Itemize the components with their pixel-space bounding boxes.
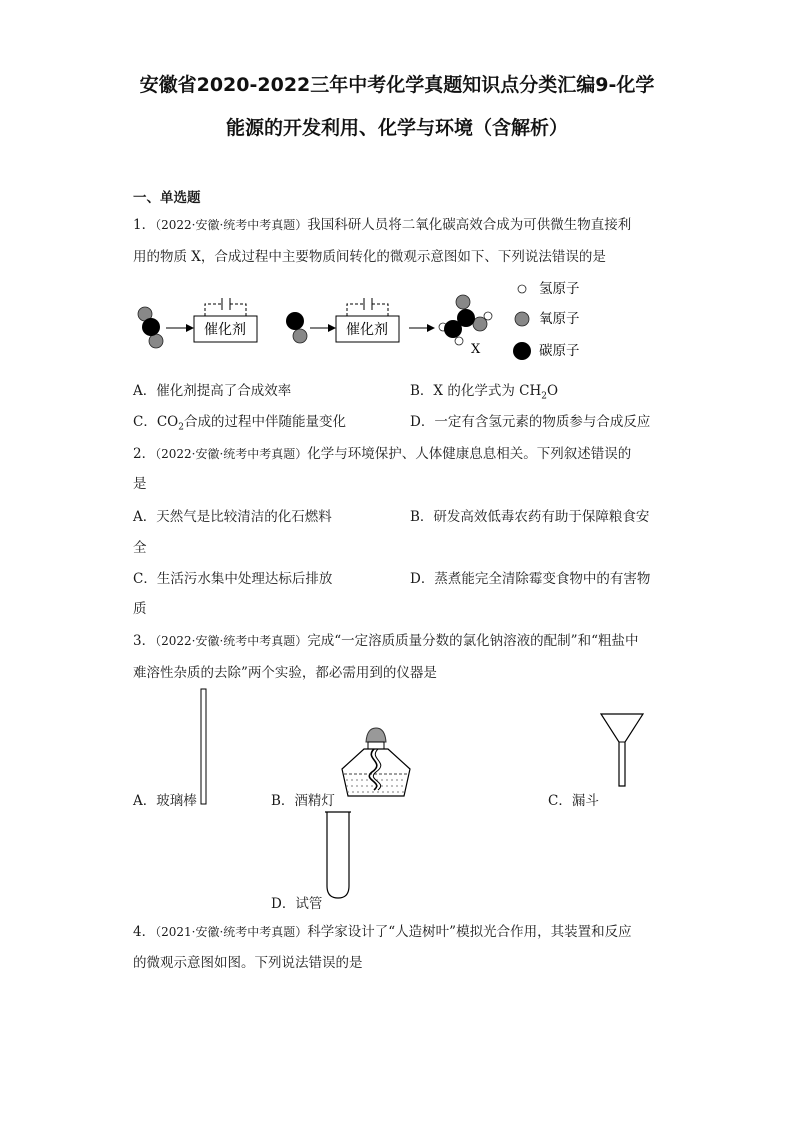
catalyst-box-1 bbox=[194, 298, 257, 342]
question-text: 完成“一定溶质质量分数的氯化钠溶液的配制”和“粗盐中 bbox=[307, 633, 639, 649]
document-title-line-2: 能源的开发利用、化学与环境（含解析） bbox=[225, 117, 568, 139]
oxygen-atom bbox=[149, 334, 163, 348]
carbon-atom bbox=[142, 318, 160, 336]
option-d: D．蒸煮能完全清除霉变食物中的有害物 bbox=[410, 571, 651, 587]
option-b bbox=[410, 379, 558, 402]
option-b-text: B．X 的化学式为 CH bbox=[410, 383, 542, 399]
option-a: A．催化剂提高了合成效率 bbox=[133, 383, 292, 399]
option-a: A．天然气是比较清洁的化石燃料 bbox=[133, 509, 332, 525]
hydrogen-atom-legend-icon bbox=[518, 285, 526, 293]
question-1-line-1 bbox=[133, 213, 631, 233]
oxygen-atom bbox=[456, 295, 470, 309]
question-number: 2． bbox=[133, 446, 156, 462]
subscript: 2 bbox=[541, 391, 547, 402]
legend-carbon: 碳原子 bbox=[539, 343, 580, 359]
product-label: X bbox=[471, 342, 481, 357]
option-c-text: 合成的过程中伴随能量变化 bbox=[183, 414, 346, 430]
carbon-atom bbox=[457, 309, 475, 327]
question-number: 3． bbox=[133, 633, 156, 649]
arrow-icon bbox=[166, 324, 194, 332]
question-text: 化学与环境保护、人体健康息息相关。下列叙述错误的 bbox=[307, 446, 632, 462]
option-c bbox=[133, 410, 346, 433]
catalyst-label: 催化剂 bbox=[346, 322, 388, 338]
catalyst-label: 催化剂 bbox=[204, 322, 246, 338]
question-2-line-1 bbox=[133, 442, 631, 462]
option-a: A．玻璃棒 bbox=[133, 793, 197, 809]
question-3-line-2: 难溶性杂质的去除”两个实验，都必需用到的仪器是 bbox=[133, 665, 437, 681]
glass-rod-icon bbox=[199, 689, 209, 809]
question-4-line-1 bbox=[133, 920, 632, 940]
question-source: （2022·安徽·统考中考真题） bbox=[155, 447, 308, 461]
test-tube-icon bbox=[324, 810, 354, 902]
question-source: （2022·安徽·统考中考真题） bbox=[155, 218, 308, 232]
atom-legend bbox=[513, 281, 580, 360]
option-c: C．生活污水集中处理达标后排放 bbox=[133, 571, 333, 587]
option-d: D．试管 bbox=[271, 896, 323, 912]
question-number: 1． bbox=[133, 217, 156, 233]
question-4-line-2: 的微观示意图如图。下列说法错误的是 bbox=[133, 955, 363, 971]
option-b-continued: 全 bbox=[133, 540, 147, 556]
option-d-continued: 质 bbox=[133, 601, 147, 617]
arrow-icon bbox=[409, 324, 435, 332]
option-b: B．酒精灯 bbox=[271, 793, 335, 809]
option-d: D．一定有含氢元素的物质参与合成反应 bbox=[410, 414, 651, 430]
product-x-molecule bbox=[439, 295, 492, 357]
question-source: （2021·安徽·统考中考真题） bbox=[155, 925, 308, 939]
arrow-icon bbox=[310, 324, 336, 332]
legend-hydrogen: 氢原子 bbox=[539, 281, 580, 297]
co2-molecule bbox=[138, 307, 163, 348]
legend-oxygen: 氧原子 bbox=[539, 311, 580, 327]
question-text: 我国科研人员将二氧化碳高效合成为可供微生物直接利 bbox=[307, 217, 632, 233]
section-heading: 一、单选题 bbox=[133, 190, 201, 206]
question-3-line-1 bbox=[133, 629, 638, 649]
carbon-atom bbox=[286, 312, 304, 330]
option-b: B．研发高效低毒农药有助于保障粮食安 bbox=[410, 509, 650, 525]
question-1-line-2: 用的物质 X，合成过程中主要物质间转化的微观示意图如下、下列说法错误的是 bbox=[133, 249, 606, 265]
option-c: C．漏斗 bbox=[548, 793, 599, 809]
question-source: （2022·安徽·统考中考真题） bbox=[155, 634, 308, 648]
reaction-micro-diagram bbox=[0, 280, 794, 380]
funnel-icon bbox=[600, 712, 650, 792]
co-molecule bbox=[286, 312, 307, 343]
hydrogen-atom bbox=[455, 337, 463, 345]
oxygen-atom bbox=[473, 317, 487, 331]
question-number: 4． bbox=[133, 924, 156, 940]
catalyst-box-2 bbox=[336, 298, 399, 342]
oxygen-atom bbox=[293, 329, 307, 343]
question-2-line-2: 是 bbox=[133, 476, 147, 492]
option-b-text: O bbox=[546, 383, 559, 399]
document-title-line-1: 安徽省2020-2022三年中考化学真题知识点分类汇编9-化学 bbox=[139, 74, 655, 96]
option-c-text: C．CO bbox=[133, 414, 179, 430]
oxygen-atom-legend-icon bbox=[515, 312, 529, 326]
carbon-atom-legend-icon bbox=[513, 342, 531, 360]
subscript: 2 bbox=[178, 422, 184, 433]
question-text: 科学家设计了“人造树叶”模拟光合作用，其装置和反应 bbox=[307, 924, 632, 940]
alcohol-lamp-icon bbox=[334, 724, 424, 804]
